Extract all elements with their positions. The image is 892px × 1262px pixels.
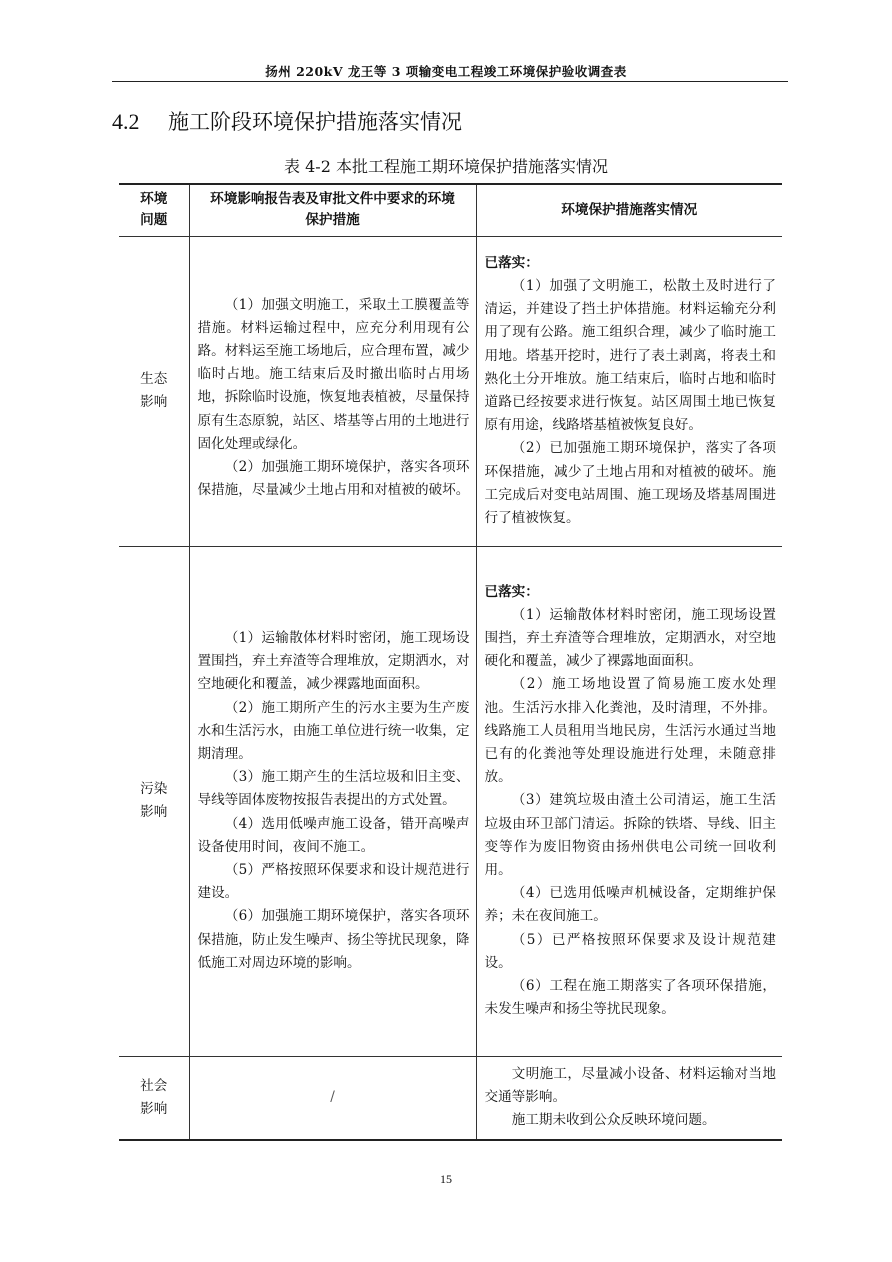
not-applicable-mark: / xyxy=(189,1056,476,1140)
implemented-label: 已落实： xyxy=(484,254,539,271)
header-rule xyxy=(112,81,788,82)
header-issue: 环境问题 xyxy=(119,184,189,236)
list-item: （6）工程在施工期落实了各项环保措施，未发生噪声和扬尘等扰民现象。 xyxy=(484,978,776,1018)
table-header-row xyxy=(119,184,782,236)
page-number: 15 xyxy=(440,1172,452,1186)
table-row xyxy=(119,546,782,1056)
list-item: （4）已选用低噪声机械设备，定期维护保养；未在夜间施工。 xyxy=(484,885,776,925)
list-item: （1）加强文明施工，采取土工膜覆盖等措施。材料运输过程中，应充分利用现有公路。材料运至施工场地后，应合理布置，减少临时占地。施工结束后及时撤出临时占用场地，拆除临时设施，恢复地表植被，尽量保持原有生态原貌，站区、塔基等占用的土地进行固化处理或绿化。 xyxy=(197,296,470,452)
header-required-measures: 环境影响报告表及审批文件中要求的环境保护措施 xyxy=(189,184,476,236)
table-row xyxy=(119,1056,782,1140)
issue-cell: 污染影响 xyxy=(119,546,189,1056)
list-item: （1）加强了文明施工，松散土及时进行了清运，并建设了挡土护体措施。材料运输充分利用了现有公路。施工组织合理，减少了临时施工用地。塔基开挖时，进行了表土剥离，将表土和熟化土分开堆放。施工结束后，临时占地和临时道路已经按要求进行恢复。站区周围土地已恢复原有用途，线路塔基植被恢复良好。 xyxy=(484,277,776,434)
list-item: （1）运输散体材料时密闭，施工现场设置围挡，弃土弃渣等合理堆放，定期洒水，对空地硬化和覆盖，减少裸露地面面积。 xyxy=(197,629,470,693)
implementation-cell xyxy=(476,236,782,546)
issue-cell: 社会影响 xyxy=(119,1056,189,1140)
header-implementation: 环境保护措施落实情况 xyxy=(476,184,782,236)
environmental-measures-table xyxy=(119,183,782,1141)
list-item: （6）加强施工期环境保护，落实各项环保措施，防止发生噪声、扬尘等扰民现象，降低施工对周边环境的影响。 xyxy=(197,908,470,971)
implementation-cell xyxy=(476,546,782,1056)
list-item: （5）严格按照环保要求和设计规范进行建设。 xyxy=(197,862,470,902)
implementation-cell xyxy=(476,1056,782,1140)
list-item: （2）施工场地设置了简易施工废水处理池。生活污水排入化粪池，及时清理，不外排。线路施工人员租用当地民房，生活污水通过当地已有的化粪池等处理设施进行处理，未随意排放。 xyxy=(484,676,776,786)
section-title: 施工阶段环境保护措施落实情况 xyxy=(168,110,462,134)
list-item: （3）施工期产生的生活垃圾和旧主变、导线等固体废物按报告表提出的方式处置。 xyxy=(197,769,470,809)
list-item: （2）施工期所产生的污水主要为生产废水和生活污水，由施工单位进行统一收集，定期清理。 xyxy=(197,699,470,762)
list-item: （4）选用低噪声施工设备，错开高噪声设备使用时间，夜间不施工。 xyxy=(197,815,470,855)
list-item: （5）已严格按照环保要求及设计规范建设。 xyxy=(484,931,776,971)
list-item: （1）运输散体材料时密闭，施工现场设置围挡，弃土弃渣等合理堆放，定期洒水，对空地硬化和覆盖，减少了裸露地面面积。 xyxy=(484,606,776,670)
list-item: 文明施工，尽量减小设备、材料运输对当地交通等影响。 xyxy=(484,1065,776,1106)
table-row xyxy=(119,236,782,546)
list-item: （2）加强施工期环境保护，落实各项环保措施，尽量减少土地占用和对植被的破坏。 xyxy=(197,459,470,499)
list-item: 施工期未收到公众反映环境问题。 xyxy=(511,1112,716,1129)
required-measures-cell xyxy=(189,236,476,546)
section-heading xyxy=(112,106,462,136)
document-header-title: 扬州 220kV 龙王等 3 项输变电工程竣工环境保护验收调查表 xyxy=(265,64,627,79)
section-number: 4.2 xyxy=(112,109,140,134)
implemented-label: 已落实： xyxy=(484,583,539,600)
list-item: （2）已加强施工期环境保护，落实了各项环保措施，减少了土地占用和对植被的破坏。施工完成后对变电站周围、施工现场及塔基周围进行了植被恢复。 xyxy=(484,440,776,527)
issue-cell: 生态影响 xyxy=(119,236,189,546)
table-caption: 表 4-2 本批工程施工期环境保护措施落实情况 xyxy=(284,157,608,176)
list-item: （3）建筑垃圾由渣土公司清运，施工生活垃圾由环卫部门清运。拆除的铁塔、导线、旧主变等作为废旧物资由扬州供电公司统一回收利用。 xyxy=(484,792,776,878)
required-measures-cell xyxy=(189,546,476,1056)
